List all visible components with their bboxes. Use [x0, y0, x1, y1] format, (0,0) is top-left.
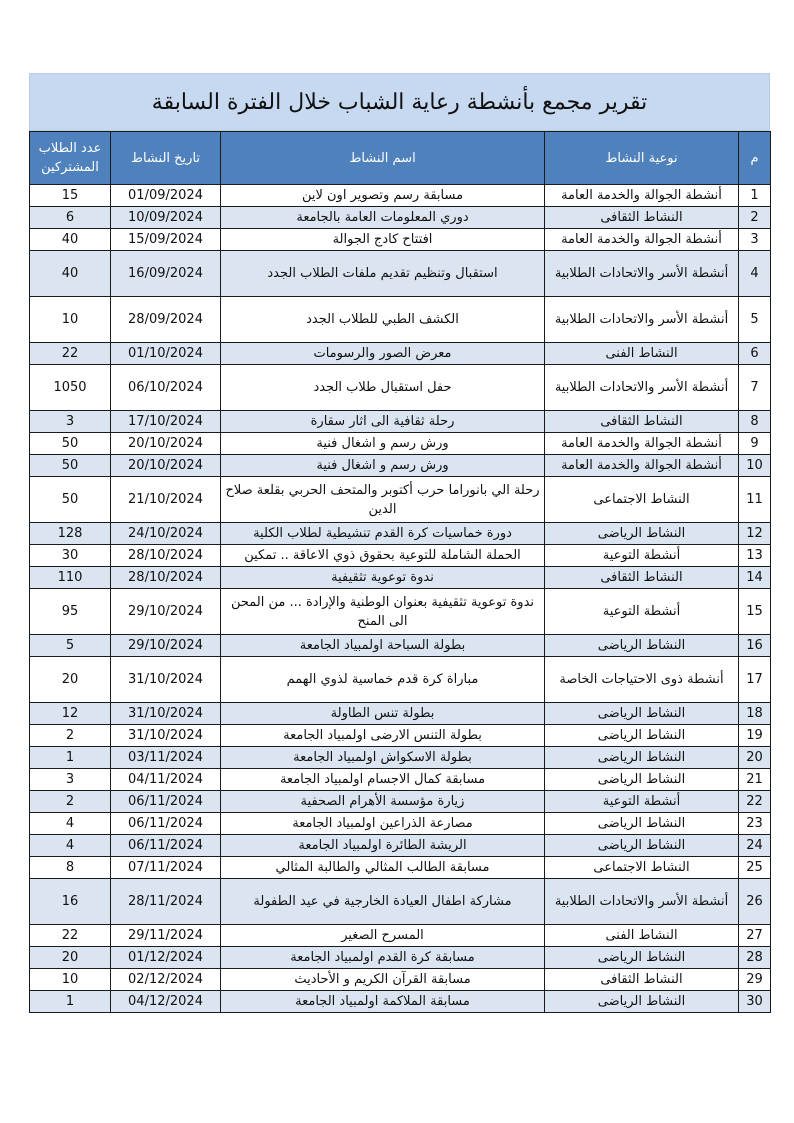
- activity-date-cell: 20/10/2024: [111, 455, 221, 477]
- participant-count-cell: 95: [30, 589, 111, 635]
- activity-name-cell: معرض الصور والرسومات: [221, 343, 545, 365]
- activity-date-cell: 28/09/2024: [111, 297, 221, 343]
- activity-name-cell: ورش رسم و اشغال فنية: [221, 455, 545, 477]
- row-num-cell: 26: [739, 879, 771, 925]
- row-num-cell: 11: [739, 477, 771, 523]
- participant-count-cell: 22: [30, 925, 111, 947]
- activity-date-cell: 06/11/2024: [111, 813, 221, 835]
- activity-name-cell: المسرح الصغير: [221, 925, 545, 947]
- participant-count-cell: 10: [30, 969, 111, 991]
- table-row: [30, 455, 771, 477]
- activity-type-cell: النشاط الرياضى: [545, 947, 739, 969]
- activity-name-cell: دوري المعلومات العامة بالجامعة: [221, 207, 545, 229]
- activity-name-cell: مباراة كرة قدم خماسية لذوي الهمم: [221, 657, 545, 703]
- table-body: [30, 185, 771, 1013]
- activity-type-cell: أنشطة ذوى الاحتياجات الخاصة: [545, 657, 739, 703]
- activity-type-cell: أنشطة التوعية: [545, 545, 739, 567]
- table-row: [30, 477, 771, 523]
- activity-type-cell: النشاط الثقافى: [545, 207, 739, 229]
- activity-name-cell: رحلة الي بانوراما حرب أكتوبر والمتحف الحربي بقلعة صلاح الدين: [221, 477, 545, 523]
- row-num-cell: 7: [739, 365, 771, 411]
- activity-date-cell: 20/10/2024: [111, 433, 221, 455]
- activity-type-cell: أنشطة الأسر والاتحادات الطلابية: [545, 251, 739, 297]
- participant-count-cell: 2: [30, 791, 111, 813]
- row-num-cell: 5: [739, 297, 771, 343]
- activity-date-cell: 04/11/2024: [111, 769, 221, 791]
- activity-type-cell: النشاط الفنى: [545, 925, 739, 947]
- table-row: [30, 747, 771, 769]
- activity-type-cell: النشاط الرياضى: [545, 635, 739, 657]
- activity-type-cell: أنشطة الجوالة والخدمة العامة: [545, 229, 739, 251]
- activity-date-cell: 31/10/2024: [111, 703, 221, 725]
- activity-name-cell: زيارة مؤسسة الأهرام الصحفية: [221, 791, 545, 813]
- header-count: عدد الطلاب المشتركين: [30, 132, 111, 185]
- activity-name-cell: ورش رسم و اشغال فنية: [221, 433, 545, 455]
- activity-name-cell: مسابقة الطالب المثالي والطالبة المثالي: [221, 857, 545, 879]
- activity-type-cell: النشاط الفنى: [545, 343, 739, 365]
- row-num-cell: 14: [739, 567, 771, 589]
- activity-name-cell: مسابقة القرآن الكريم و الأحاديث: [221, 969, 545, 991]
- row-num-cell: 21: [739, 769, 771, 791]
- activity-date-cell: 10/09/2024: [111, 207, 221, 229]
- participant-count-cell: 50: [30, 455, 111, 477]
- participant-count-cell: 5: [30, 635, 111, 657]
- row-num-cell: 23: [739, 813, 771, 835]
- activity-date-cell: 16/09/2024: [111, 251, 221, 297]
- activity-type-cell: النشاط الثقافى: [545, 567, 739, 589]
- activity-type-cell: النشاط الاجتماعى: [545, 477, 739, 523]
- row-num-cell: 6: [739, 343, 771, 365]
- activity-name-cell: مشاركة اطفال العيادة الخارجية في عيد الطفولة: [221, 879, 545, 925]
- activity-type-cell: أنشطة الأسر والاتحادات الطلابية: [545, 297, 739, 343]
- row-num-cell: 29: [739, 969, 771, 991]
- activity-date-cell: 28/10/2024: [111, 567, 221, 589]
- table-row: [30, 207, 771, 229]
- activity-name-cell: ندوة توعوية تثقيفية بعنوان الوطنية والإرادة ... من المحن الى المنح: [221, 589, 545, 635]
- activity-date-cell: 29/11/2024: [111, 925, 221, 947]
- table-row: [30, 703, 771, 725]
- table-row: [30, 991, 771, 1013]
- activity-date-cell: 04/12/2024: [111, 991, 221, 1013]
- row-num-cell: 8: [739, 411, 771, 433]
- participant-count-cell: 50: [30, 477, 111, 523]
- activity-name-cell: بطولة التنس الارضى اولمبياد الجامعة: [221, 725, 545, 747]
- row-num-cell: 2: [739, 207, 771, 229]
- activity-date-cell: 29/10/2024: [111, 589, 221, 635]
- participant-count-cell: 15: [30, 185, 111, 207]
- report-page: [29, 73, 770, 1013]
- activity-name-cell: الحملة الشاملة للتوعية بحقوق ذوي الاعاقة .. تمكين: [221, 545, 545, 567]
- table-row: [30, 589, 771, 635]
- activity-type-cell: النشاط الاجتماعى: [545, 857, 739, 879]
- table-row: [30, 523, 771, 545]
- row-num-cell: 4: [739, 251, 771, 297]
- participant-count-cell: 1050: [30, 365, 111, 411]
- participant-count-cell: 128: [30, 523, 111, 545]
- participant-count-cell: 40: [30, 251, 111, 297]
- table-row: [30, 879, 771, 925]
- row-num-cell: 28: [739, 947, 771, 969]
- table-row: [30, 229, 771, 251]
- row-num-cell: 9: [739, 433, 771, 455]
- participant-count-cell: 20: [30, 947, 111, 969]
- table-row: [30, 725, 771, 747]
- row-num-cell: 20: [739, 747, 771, 769]
- activity-name-cell: مسابقة الملاكمة اولمبياد الجامعة: [221, 991, 545, 1013]
- table-row: [30, 969, 771, 991]
- activity-type-cell: أنشطة التوعية: [545, 589, 739, 635]
- participant-count-cell: 4: [30, 835, 111, 857]
- participant-count-cell: 1: [30, 747, 111, 769]
- table-row: [30, 835, 771, 857]
- activity-date-cell: 28/11/2024: [111, 879, 221, 925]
- row-num-cell: 22: [739, 791, 771, 813]
- table-row: [30, 813, 771, 835]
- activity-name-cell: مسابقة كرة القدم اولمبياد الجامعة: [221, 947, 545, 969]
- participant-count-cell: 20: [30, 657, 111, 703]
- participant-count-cell: 110: [30, 567, 111, 589]
- row-num-cell: 19: [739, 725, 771, 747]
- activity-name-cell: افتتاح كادج الجوالة: [221, 229, 545, 251]
- activity-date-cell: 06/10/2024: [111, 365, 221, 411]
- participant-count-cell: 30: [30, 545, 111, 567]
- row-num-cell: 15: [739, 589, 771, 635]
- activity-name-cell: استقبال وتنظيم تقديم ملفات الطلاب الجدد: [221, 251, 545, 297]
- table-row: [30, 433, 771, 455]
- participant-count-cell: 1: [30, 991, 111, 1013]
- activity-type-cell: النشاط الرياضى: [545, 991, 739, 1013]
- report-title: تقرير مجمع بأنشطة رعاية الشباب خلال الفترة السابقة: [29, 73, 770, 131]
- row-num-cell: 12: [739, 523, 771, 545]
- table-row: [30, 343, 771, 365]
- activity-type-cell: أنشطة الجوالة والخدمة العامة: [545, 185, 739, 207]
- table-row: [30, 567, 771, 589]
- table-row: [30, 251, 771, 297]
- row-num-cell: 17: [739, 657, 771, 703]
- table-row: [30, 635, 771, 657]
- activity-type-cell: النشاط الرياضى: [545, 747, 739, 769]
- activity-type-cell: النشاط الرياضى: [545, 769, 739, 791]
- activity-type-cell: النشاط الرياضى: [545, 835, 739, 857]
- table-row: [30, 857, 771, 879]
- table-row: [30, 947, 771, 969]
- header-num: م: [739, 132, 771, 185]
- activity-type-cell: أنشطة التوعية: [545, 791, 739, 813]
- participant-count-cell: 8: [30, 857, 111, 879]
- activity-name-cell: الريشة الطائرة اولمبياد الجامعة: [221, 835, 545, 857]
- row-num-cell: 3: [739, 229, 771, 251]
- row-num-cell: 10: [739, 455, 771, 477]
- activity-date-cell: 06/11/2024: [111, 835, 221, 857]
- activity-date-cell: 31/10/2024: [111, 725, 221, 747]
- activity-date-cell: 17/10/2024: [111, 411, 221, 433]
- participant-count-cell: 40: [30, 229, 111, 251]
- activity-name-cell: الكشف الطبي للطلاب الجدد: [221, 297, 545, 343]
- participant-count-cell: 4: [30, 813, 111, 835]
- participant-count-cell: 16: [30, 879, 111, 925]
- activity-date-cell: 24/10/2024: [111, 523, 221, 545]
- activity-type-cell: النشاط الثقافى: [545, 411, 739, 433]
- row-num-cell: 30: [739, 991, 771, 1013]
- activity-date-cell: 28/10/2024: [111, 545, 221, 567]
- activity-name-cell: مسابقة كمال الاجسام اولمبياد الجامعة: [221, 769, 545, 791]
- participant-count-cell: 50: [30, 433, 111, 455]
- activity-type-cell: النشاط الرياضى: [545, 813, 739, 835]
- table-row: [30, 925, 771, 947]
- participant-count-cell: 12: [30, 703, 111, 725]
- participant-count-cell: 2: [30, 725, 111, 747]
- activity-date-cell: 03/11/2024: [111, 747, 221, 769]
- participant-count-cell: 3: [30, 411, 111, 433]
- row-num-cell: 25: [739, 857, 771, 879]
- participant-count-cell: 3: [30, 769, 111, 791]
- row-num-cell: 13: [739, 545, 771, 567]
- table-row: [30, 791, 771, 813]
- row-num-cell: 16: [739, 635, 771, 657]
- activity-date-cell: 15/09/2024: [111, 229, 221, 251]
- header-date: تاريخ النشاط: [111, 132, 221, 185]
- header-type: نوعية النشاط: [545, 132, 739, 185]
- activity-date-cell: 06/11/2024: [111, 791, 221, 813]
- participant-count-cell: 22: [30, 343, 111, 365]
- activity-type-cell: أنشطة الجوالة والخدمة العامة: [545, 455, 739, 477]
- row-num-cell: 27: [739, 925, 771, 947]
- row-num-cell: 1: [739, 185, 771, 207]
- activity-type-cell: أنشطة الجوالة والخدمة العامة: [545, 433, 739, 455]
- activity-name-cell: ندوة توعوية تثقيفية: [221, 567, 545, 589]
- activity-date-cell: 01/12/2024: [111, 947, 221, 969]
- activity-type-cell: النشاط الثقافى: [545, 969, 739, 991]
- activity-name-cell: بطولة السباحة اولمبياد الجامعة: [221, 635, 545, 657]
- activity-date-cell: 29/10/2024: [111, 635, 221, 657]
- activity-date-cell: 01/10/2024: [111, 343, 221, 365]
- participant-count-cell: 10: [30, 297, 111, 343]
- row-num-cell: 24: [739, 835, 771, 857]
- participant-count-cell: 6: [30, 207, 111, 229]
- activity-type-cell: أنشطة الأسر والاتحادات الطلابية: [545, 879, 739, 925]
- activity-date-cell: 07/11/2024: [111, 857, 221, 879]
- row-num-cell: 18: [739, 703, 771, 725]
- activity-type-cell: النشاط الرياضى: [545, 523, 739, 545]
- activity-name-cell: دورة خماسيات كرة القدم تنشيطية لطلاب الكلية: [221, 523, 545, 545]
- table-row: [30, 297, 771, 343]
- activity-date-cell: 31/10/2024: [111, 657, 221, 703]
- activity-type-cell: أنشطة الأسر والاتحادات الطلابية: [545, 365, 739, 411]
- activity-type-cell: النشاط الرياضى: [545, 703, 739, 725]
- activity-name-cell: بطولة تنس الطاولة: [221, 703, 545, 725]
- table-row: [30, 365, 771, 411]
- activity-date-cell: 02/12/2024: [111, 969, 221, 991]
- activity-name-cell: مسابقة رسم وتصوير اون لاين: [221, 185, 545, 207]
- activities-table: [29, 131, 771, 1013]
- activity-name-cell: حفل استقبال طلاب الجدد: [221, 365, 545, 411]
- table-row: [30, 769, 771, 791]
- table-row: [30, 545, 771, 567]
- activity-type-cell: النشاط الرياضى: [545, 725, 739, 747]
- activity-date-cell: 01/09/2024: [111, 185, 221, 207]
- table-header-row: [30, 132, 771, 185]
- table-row: [30, 411, 771, 433]
- activity-name-cell: رحلة ثقافية الى اثار سقارة: [221, 411, 545, 433]
- activity-date-cell: 21/10/2024: [111, 477, 221, 523]
- activity-name-cell: مصارعة الذراعين اولمبياد الجامعة: [221, 813, 545, 835]
- activity-name-cell: بطولة الاسكواش اولمبياد الجامعة: [221, 747, 545, 769]
- header-name: اسم النشاط: [221, 132, 545, 185]
- table-row: [30, 657, 771, 703]
- table-row: [30, 185, 771, 207]
